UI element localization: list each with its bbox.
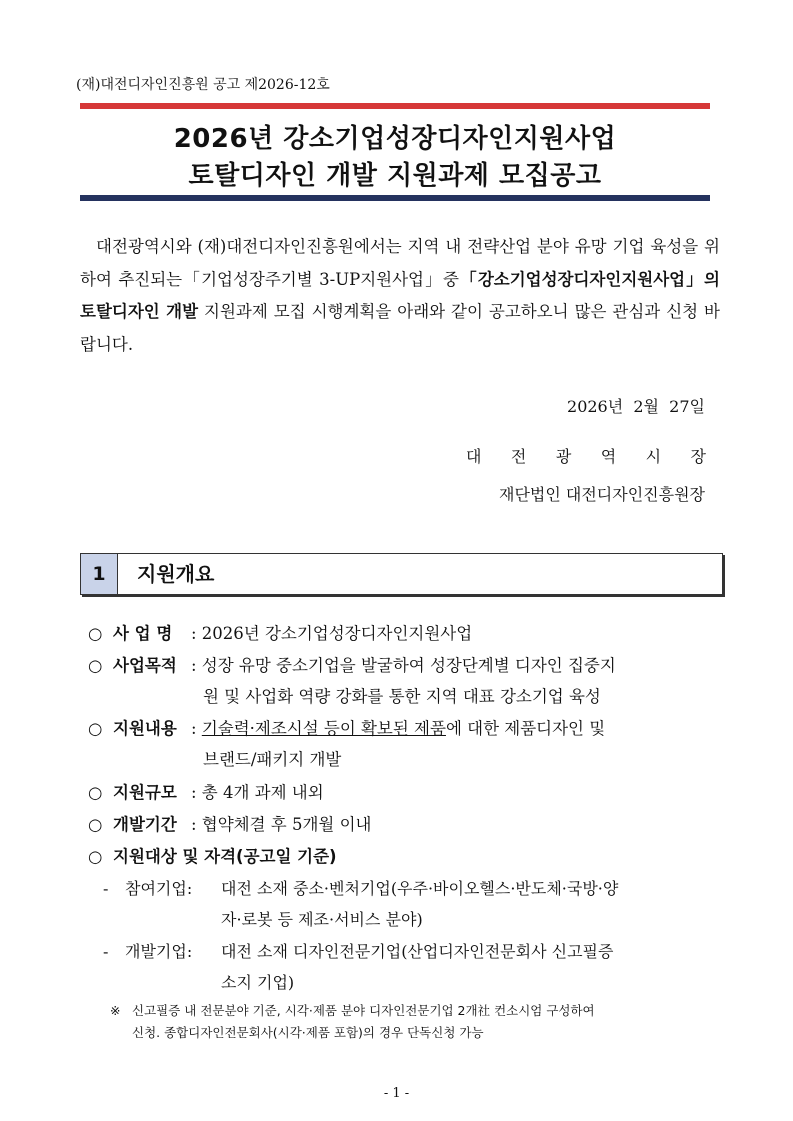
item-value: : 총 4개 과제 내외: [191, 783, 324, 802]
bullet: ○: [88, 783, 103, 802]
title-line-2: 토탈디자인 개발 지원과제 모집공고: [188, 161, 602, 191]
sub-item-label: 참여기업:: [125, 879, 193, 898]
intro-paragraph: [80, 231, 720, 361]
page-number: - 1 -: [383, 1086, 410, 1101]
bullet: ○: [88, 656, 103, 675]
sub-item-value: 대전 소재 디자인전문기업(산업디자인전문회사 신고필증: [221, 942, 614, 961]
sub-item-developer: [103, 936, 723, 998]
item-colon: :: [191, 719, 202, 738]
intro-program-name: 「강소기업성장디자인지원사업」의 토탈디자인 개발: [80, 269, 720, 321]
footnote: [110, 1000, 730, 1044]
dash: -: [103, 879, 109, 898]
signature-char: 장: [690, 447, 706, 466]
signature-char: 시: [645, 447, 662, 466]
section-number: 1: [81, 554, 118, 594]
section-header: [80, 553, 723, 595]
item-label: 지원대상 및 자격(공고일 기준): [113, 847, 337, 866]
title-bottom-rule: [80, 195, 710, 201]
section-title: 지원개요: [137, 562, 215, 586]
intro-text-2: 지원과제 모집 시행계획을 아래와 같이 공고하오니 많은 관심과 신청 바랍니다.: [80, 302, 720, 354]
item-underlined-text: 기술력·제조시설 등이 확보된 제품: [201, 719, 446, 738]
bullet: ○: [88, 847, 103, 866]
sub-item-label: 개발기업:: [125, 942, 193, 961]
note-line-2: 신청. 종합디자인전문회사(시각·제품 포함)의 경우 단독신청 가능: [132, 1025, 484, 1040]
notice-number: (재)대전디자인진흥원 공고 제2026-12호: [76, 77, 330, 93]
item-value-rest: 에 대한 제품디자인 및: [445, 719, 606, 738]
item-value-cont: 원 및 사업화 역량 강화를 통한 지역 대표 강소기업 육성: [203, 687, 601, 706]
signature-char: 전: [510, 447, 527, 466]
intro-text-1: 대전광역시와 (재)대전디자인진흥원에서는 지역 내 전략산업 분야 유망 기업 육성을 위하여 추진되는「기업성장주기별 3-UP지원사업」중: [80, 237, 720, 289]
sub-item-value: 대전 소재 중소·벤처기업(우주·바이오헬스·반도체·국방·양: [221, 879, 619, 898]
dash: -: [103, 942, 109, 961]
item-eligibility: [88, 841, 720, 872]
signature-mayor: [466, 444, 706, 467]
item-value: : 2026년 강소기업성장디자인지원사업: [191, 624, 473, 643]
item-label: 사 업 명: [113, 624, 173, 643]
item-label: 지원내용: [113, 719, 177, 738]
item-label: 지원규모: [113, 783, 177, 802]
note-line-1: 신고필증 내 전문분야 기준, 시각·제품 분야 디자인전문기업 2개社 컨소시엄 구성하여: [132, 1003, 595, 1018]
signature-char: 역: [600, 447, 617, 466]
sub-item-participant: [103, 873, 723, 935]
item-value: : 성장 유망 중소기업을 발굴하여 성장단계별 디자인 집중지: [191, 656, 616, 675]
item-period: [88, 809, 720, 840]
bullet: ○: [88, 624, 103, 643]
item-value: : 협약체결 후 5개월 이내: [191, 815, 372, 834]
bullet: ○: [88, 719, 103, 738]
item-value-cont: 브랜드/패키지 개발: [203, 750, 342, 769]
item-value: [191, 713, 605, 744]
item-scale: [88, 777, 720, 808]
title-line-1: 2026년 강소기업성장디자인지원사업: [173, 124, 617, 154]
item-label: 개발기간: [113, 815, 177, 834]
signature-char: 대: [466, 447, 482, 466]
item-content: [88, 713, 720, 775]
signature-foundation: 재단법인 대전디자인진흥원장: [498, 485, 705, 504]
item-project-name: [88, 618, 720, 649]
bullet: ○: [88, 815, 103, 834]
signature-char: 광: [555, 447, 572, 466]
title-top-rule: [80, 103, 710, 109]
announcement-date: 2026년 2월 27일: [567, 397, 705, 416]
item-label: 사업목적: [113, 656, 177, 675]
sub-item-value-cont: 자·로봇 등 제조·서비스 분야): [221, 910, 423, 929]
sub-item-value-cont: 소지 기업): [221, 973, 295, 992]
note-mark: ※: [110, 1003, 121, 1018]
item-purpose: [88, 650, 720, 712]
